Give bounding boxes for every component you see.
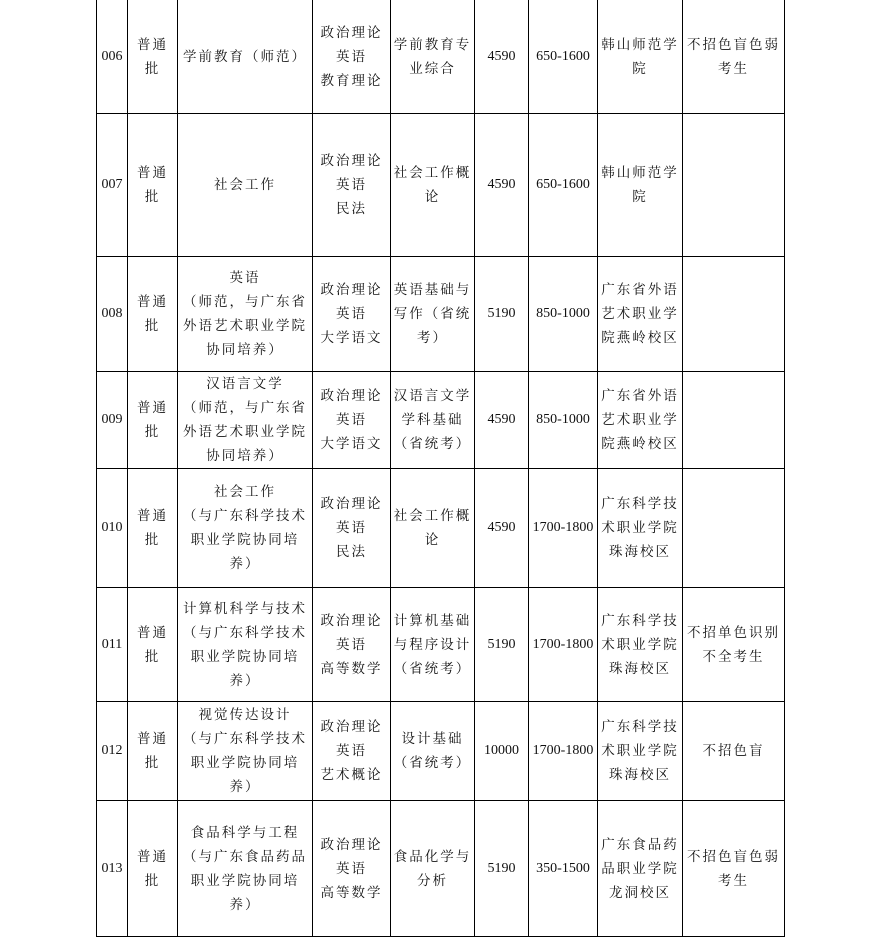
score-range-cell: 650-1600 — [529, 0, 598, 114]
school-cell: 广东科学技术职业学院珠海校区 — [598, 588, 683, 702]
major-cell: 社会工作 — [178, 114, 313, 257]
score-range-cell: 1700-1800 — [529, 702, 598, 801]
note-cell — [683, 372, 785, 469]
note-cell — [683, 469, 785, 588]
table-row — [97, 257, 785, 372]
code-cell: 008 — [97, 257, 128, 372]
score-range-cell: 850-1000 — [529, 257, 598, 372]
professional-exam-cell: 汉语言文学学科基础（省统考） — [391, 372, 475, 469]
table-row — [97, 702, 785, 801]
score-range-cell: 350-1500 — [529, 801, 598, 937]
score-range-cell: 850-1000 — [529, 372, 598, 469]
exam-subjects-cell: 政治理论 英语 艺术概论 — [313, 702, 391, 801]
major-cell: 汉语言文学 （师范，与广东省外语艺术职业学院协同培养） — [178, 372, 313, 469]
professional-exam-cell: 社会工作概论 — [391, 469, 475, 588]
professional-exam-cell: 食品化学与分析 — [391, 801, 475, 937]
school-cell: 韩山师范学院 — [598, 0, 683, 114]
professional-exam-cell: 社会工作概论 — [391, 114, 475, 257]
tuition-cell: 10000 — [475, 702, 529, 801]
note-cell: 不招色盲色弱考生 — [683, 801, 785, 937]
tuition-cell: 5190 — [475, 257, 529, 372]
code-cell: 007 — [97, 114, 128, 257]
exam-subjects-cell: 政治理论 英语 教育理论 — [313, 0, 391, 114]
table-row — [97, 0, 785, 114]
professional-exam-cell: 设计基础（省统考） — [391, 702, 475, 801]
major-cell: 视觉传达设计 （与广东科学技术职业学院协同培养） — [178, 702, 313, 801]
professional-exam-cell: 学前教育专业综合 — [391, 0, 475, 114]
table-row — [97, 588, 785, 702]
note-cell — [683, 114, 785, 257]
school-cell: 广东省外语艺术职业学院燕岭校区 — [598, 372, 683, 469]
code-cell: 006 — [97, 0, 128, 114]
batch-cell: 普通批 — [128, 372, 178, 469]
note-cell: 不招色盲 — [683, 702, 785, 801]
professional-exam-cell: 英语基础与写作（省统考） — [391, 257, 475, 372]
tuition-cell: 5190 — [475, 801, 529, 937]
code-cell: 009 — [97, 372, 128, 469]
code-cell: 012 — [97, 702, 128, 801]
batch-cell: 普通批 — [128, 702, 178, 801]
batch-cell: 普通批 — [128, 588, 178, 702]
table-row — [97, 372, 785, 469]
score-range-cell: 1700-1800 — [529, 588, 598, 702]
batch-cell: 普通批 — [128, 801, 178, 937]
batch-cell: 普通批 — [128, 0, 178, 114]
tuition-cell: 4590 — [475, 0, 529, 114]
school-cell: 广东省外语艺术职业学院燕岭校区 — [598, 257, 683, 372]
school-cell: 广东科学技术职业学院珠海校区 — [598, 469, 683, 588]
major-cell: 英语 （师范，与广东省外语艺术职业学院协同培养） — [178, 257, 313, 372]
score-range-cell: 650-1600 — [529, 114, 598, 257]
code-cell: 010 — [97, 469, 128, 588]
batch-cell: 普通批 — [128, 257, 178, 372]
exam-subjects-cell: 政治理论 英语 大学语文 — [313, 257, 391, 372]
major-cell: 学前教育（师范） — [178, 0, 313, 114]
tuition-cell: 4590 — [475, 114, 529, 257]
admissions-table — [96, 0, 785, 937]
note-cell: 不招色盲色弱考生 — [683, 0, 785, 114]
code-cell: 011 — [97, 588, 128, 702]
tuition-cell: 4590 — [475, 469, 529, 588]
major-cell: 计算机科学与技术 （与广东科学技术职业学院协同培养） — [178, 588, 313, 702]
table-row — [97, 801, 785, 937]
table-row — [97, 114, 785, 257]
note-cell: 不招单色识别不全考生 — [683, 588, 785, 702]
exam-subjects-cell: 政治理论 英语 民法 — [313, 114, 391, 257]
professional-exam-cell: 计算机基础与程序设计（省统考） — [391, 588, 475, 702]
batch-cell: 普通批 — [128, 114, 178, 257]
school-cell: 广东科学技术职业学院珠海校区 — [598, 702, 683, 801]
tuition-cell: 4590 — [475, 372, 529, 469]
exam-subjects-cell: 政治理论 英语 民法 — [313, 469, 391, 588]
code-cell: 013 — [97, 801, 128, 937]
exam-subjects-cell: 政治理论 英语 高等数学 — [313, 801, 391, 937]
school-cell: 广东食品药品职业学院龙洞校区 — [598, 801, 683, 937]
major-cell: 社会工作 （与广东科学技术职业学院协同培养） — [178, 469, 313, 588]
exam-subjects-cell: 政治理论 英语 高等数学 — [313, 588, 391, 702]
batch-cell: 普通批 — [128, 469, 178, 588]
major-cell: 食品科学与工程 （与广东食品药品职业学院协同培养） — [178, 801, 313, 937]
table-row — [97, 469, 785, 588]
tuition-cell: 5190 — [475, 588, 529, 702]
school-cell: 韩山师范学院 — [598, 114, 683, 257]
exam-subjects-cell: 政治理论 英语 大学语文 — [313, 372, 391, 469]
note-cell — [683, 257, 785, 372]
score-range-cell: 1700-1800 — [529, 469, 598, 588]
